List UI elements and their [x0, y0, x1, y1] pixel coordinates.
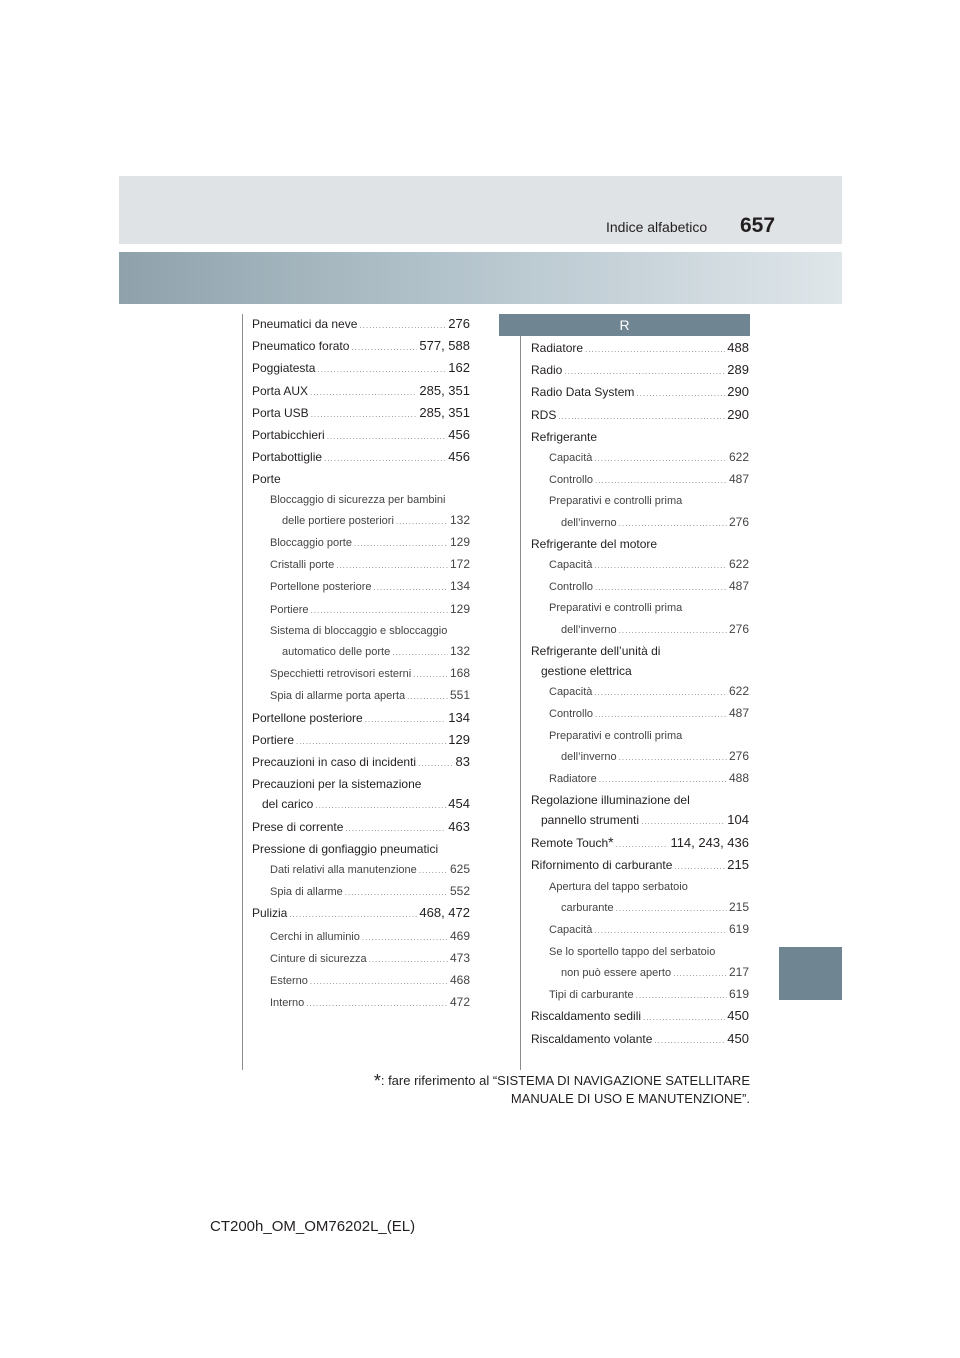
index-entry-text: Portellone posteriore — [270, 581, 372, 594]
dot-leader — [585, 340, 725, 360]
index-entry-text: Sistema di bloccaggio e sbloccaggio — [270, 624, 448, 637]
index-entry-text: carburante — [561, 902, 614, 915]
dot-leader — [396, 512, 448, 532]
index-entry-text: Porta USB — [252, 405, 309, 420]
column-divider-middle — [520, 314, 521, 1070]
index-entry-page: 625 — [449, 862, 470, 877]
index-entry — [531, 641, 749, 661]
index-entry — [252, 992, 470, 1014]
index-entry — [531, 382, 749, 404]
index-entry — [531, 984, 749, 1006]
index-entry-text: Spia di allarme — [270, 886, 343, 899]
column-divider-left — [242, 314, 243, 1070]
index-entry-text: Se lo sportello tappo del serbatoio — [549, 945, 716, 958]
index-entry-page: 134 — [449, 579, 470, 594]
index-entry-text: Interno — [270, 997, 305, 1010]
index-entry: Remote Touch * ..... 114, 243, 436 — [531, 833, 749, 855]
dot-leader — [315, 796, 446, 816]
index-entry-page: 619 — [728, 922, 749, 937]
index-entry-page: 450 — [727, 1008, 749, 1024]
index-entry-text: gestione elettrica — [541, 664, 632, 679]
index-entry-page: 104 — [727, 812, 749, 828]
index-entry-page: 487 — [728, 706, 749, 721]
index-entry — [252, 576, 470, 598]
dot-leader — [654, 1031, 725, 1051]
index-entry — [531, 810, 749, 832]
header-background — [119, 176, 842, 244]
index-entry-text: Precauzioni per la sistemazione — [252, 777, 422, 792]
dot-leader — [407, 687, 448, 707]
index-entry-text: Portiere — [252, 732, 295, 747]
index-entry-text: Portellone posteriore — [252, 710, 363, 725]
index-entry-text: Remote Touch — [531, 835, 609, 850]
index-entry — [531, 726, 749, 746]
index-entry-text: Radio Data System — [531, 385, 635, 400]
index-entry — [252, 970, 470, 992]
dot-leader — [306, 994, 448, 1014]
index-entry-page: 468, 472 — [419, 905, 470, 921]
index-entry-text: Esterno — [270, 975, 308, 988]
dot-leader — [595, 578, 727, 598]
index-entry-page: 132 — [449, 512, 470, 527]
index-entry-text: pannello strumenti — [541, 813, 640, 828]
index-entry — [252, 425, 470, 447]
index-entry-text: Refrigerante dell’unità di — [531, 643, 661, 658]
document-code: CT200h_OM_OM76202L_(EL) — [210, 1218, 416, 1235]
index-entry — [531, 576, 749, 598]
index-entry-page: 168 — [449, 666, 470, 681]
dot-leader — [289, 905, 417, 925]
index-entry — [252, 599, 470, 621]
index-entry — [531, 338, 749, 360]
index-entry-text: Poggiatesta — [252, 361, 316, 376]
index-entry-page: 289 — [727, 362, 749, 378]
dot-leader — [595, 705, 727, 725]
dot-leader — [345, 819, 446, 839]
index-entry — [531, 661, 749, 681]
index-entry-text: Preparativi e controlli prima — [549, 495, 683, 508]
index-entry-text: Capacità — [549, 452, 593, 465]
dot-leader — [673, 964, 727, 984]
dot-leader — [310, 383, 417, 403]
dot-leader — [365, 710, 447, 730]
index-entry — [531, 942, 749, 962]
index-entry-page: 487 — [728, 579, 749, 594]
index-entry — [531, 360, 749, 382]
index-entry — [252, 817, 470, 839]
index-entry — [531, 919, 749, 941]
index-entry-text: Controllo — [549, 581, 594, 594]
dot-leader — [595, 471, 727, 491]
index-entry-page: 114, 243, 436 — [670, 834, 749, 850]
dot-leader — [311, 601, 448, 621]
index-entry — [252, 752, 470, 774]
index-entry — [252, 532, 470, 554]
index-entry-text: Cerchi in alluminio — [270, 930, 360, 943]
index-entry-page: 215 — [727, 856, 749, 872]
dot-leader — [336, 556, 448, 576]
index-entry-text: Portabicchieri — [252, 428, 325, 443]
dot-leader — [324, 449, 446, 469]
index-entry-page: 215 — [728, 900, 749, 915]
dot-leader — [311, 405, 418, 425]
index-entry-text: Capacità — [549, 686, 593, 699]
index-entry-text: Tipi di carburante — [549, 989, 634, 1002]
index-entry-text: Pressione di gonfiaggio pneumatici — [252, 841, 439, 856]
dot-leader — [674, 857, 725, 877]
dot-leader — [351, 338, 417, 358]
index-entry-text: dell’inverno — [561, 623, 617, 636]
index-entry-page: 619 — [728, 987, 749, 1002]
index-entry-page: 276 — [728, 621, 749, 636]
index-entry-page: 217 — [728, 964, 749, 979]
index-entry — [252, 490, 470, 510]
dot-leader — [619, 748, 727, 768]
index-entry — [252, 554, 470, 576]
index-entry-text: Pulizia — [252, 906, 288, 921]
index-entry — [252, 730, 470, 752]
index-entry-text: Pneumatici da neve — [252, 317, 358, 331]
index-entry-text: Pneumatico forato — [252, 339, 350, 354]
index-entry-page: 129 — [449, 535, 470, 550]
index-entry-text: Portiere — [270, 603, 309, 616]
dot-leader — [616, 835, 669, 855]
index-entry-text: non può essere aperto — [561, 966, 672, 979]
index-entry-text: Specchietti retrovisori esterni — [270, 668, 412, 681]
index-entry — [252, 926, 470, 948]
index-entry — [531, 703, 749, 725]
dot-leader — [317, 360, 446, 380]
index-entry — [252, 708, 470, 730]
index-entry-text: Bloccaggio porte — [270, 537, 352, 550]
dot-leader — [362, 928, 448, 948]
index-entry-page: 276 — [728, 514, 749, 529]
index-entry-text: Porte — [252, 472, 281, 487]
index-entry-text: automatico delle porte — [282, 646, 391, 659]
dot-leader — [310, 972, 448, 992]
header-gradient-band — [119, 252, 842, 304]
index-column-right — [531, 338, 749, 1051]
dot-leader — [296, 732, 446, 752]
dot-leader — [354, 534, 448, 554]
index-entry — [531, 469, 749, 491]
index-entry — [252, 794, 470, 816]
index-entry — [252, 881, 470, 903]
index-entry-text: dell’inverno — [561, 750, 617, 763]
dot-leader — [636, 384, 725, 404]
index-entry-text: Regolazione illuminazione del — [531, 793, 690, 808]
index-entry-page: 276 — [728, 748, 749, 763]
index-entry — [252, 403, 470, 425]
index-entry-text: RDS — [531, 407, 557, 422]
dot-leader — [616, 899, 727, 919]
index-entry — [531, 768, 749, 790]
index-entry-page: 469 — [449, 928, 470, 943]
index-entry — [531, 855, 749, 877]
chapter-thumb-tab — [779, 947, 842, 1000]
index-entry — [531, 405, 749, 427]
index-entry — [252, 469, 470, 489]
index-entry — [531, 491, 749, 511]
index-entry-page: 622 — [728, 684, 749, 699]
index-entry-text: Radiatore — [549, 773, 597, 786]
section-title: Indice alfabetico — [606, 219, 708, 235]
index-entry-text: Precauzioni in caso di incidenti — [252, 755, 417, 770]
index-entry-page: 172 — [449, 557, 470, 572]
footnote-star: * — [373, 1071, 381, 1091]
index-entry-page: 132 — [449, 644, 470, 659]
index-entry-text: Riscaldamento sedili — [531, 1009, 642, 1024]
index-entry — [531, 877, 749, 897]
index-entry-text: Portabottiglie — [252, 450, 323, 465]
index-entry-text: Refrigerante — [531, 429, 598, 444]
index-entry — [252, 774, 470, 794]
index-entry-page: 577, 588 — [419, 338, 470, 354]
index-entry — [531, 962, 749, 984]
index-entry — [252, 859, 470, 881]
index-entry-page: 134 — [448, 709, 470, 725]
index-entry — [531, 554, 749, 576]
index-entry — [252, 358, 470, 380]
footnote-line-1: : fare riferimento al “SISTEMA DI NAVIGAZIONE SATELLITARE — [380, 1073, 750, 1088]
index-entry-page: 456 — [448, 427, 470, 443]
index-entry — [531, 790, 749, 810]
index-entry — [252, 510, 470, 532]
index-entry-text: Dati relativi alla manutenzione — [270, 864, 417, 877]
index-entry — [531, 1006, 749, 1028]
index-entry — [531, 598, 749, 618]
index-entry-page: 129 — [448, 731, 470, 747]
index-entry-page: 285, 351 — [419, 382, 470, 398]
dot-leader — [369, 950, 448, 970]
index-entry-text: Porta AUX — [252, 383, 309, 398]
index-entry — [252, 663, 470, 685]
footnote-line-2: MANUALE DI USO E MANUTENZIONE”. — [510, 1091, 750, 1106]
index-entry-page: 552 — [449, 884, 470, 899]
letter-header-r: R — [499, 314, 750, 336]
index-entry — [531, 746, 749, 768]
index-entry-page: 456 — [448, 449, 470, 465]
index-entry — [531, 897, 749, 919]
index-entry-page: 290 — [727, 406, 749, 422]
dot-leader — [359, 316, 446, 336]
dot-leader — [643, 1008, 725, 1028]
index-entry-text: Capacità — [549, 559, 593, 572]
dot-leader — [374, 578, 448, 598]
index-entry-page: 129 — [449, 601, 470, 616]
dot-leader — [594, 683, 727, 703]
index-entry — [531, 681, 749, 703]
index-entry-text: del carico — [262, 797, 314, 812]
index-entry — [252, 685, 470, 707]
dot-leader — [619, 514, 727, 534]
dot-leader — [392, 643, 448, 663]
index-entry — [252, 336, 470, 358]
index-entry — [252, 903, 470, 925]
index-entry — [252, 381, 470, 403]
index-entry-page: 454 — [448, 796, 470, 812]
dot-leader — [413, 665, 448, 685]
index-entry-page: 487 — [728, 472, 749, 487]
index-entry — [252, 839, 470, 859]
index-entry-text: Bloccaggio di sicurezza per bambini — [270, 493, 446, 506]
dot-leader — [619, 621, 727, 641]
index-entry-page: 622 — [728, 450, 749, 465]
index-entry-text: Radio — [531, 363, 563, 378]
index-entry-page: 468 — [449, 973, 470, 988]
index-entry-page: 276 — [448, 316, 470, 331]
dot-leader — [564, 362, 725, 382]
dot-leader — [327, 427, 447, 447]
index-entry — [531, 534, 749, 554]
page-number: 657 — [740, 214, 776, 237]
index-entry — [252, 314, 470, 336]
index-entry — [252, 641, 470, 663]
index-entry — [531, 619, 749, 641]
index-entry-text: delle portiere posteriori — [282, 514, 394, 527]
index-entry-text: Radiatore — [531, 341, 584, 355]
dot-leader — [594, 556, 727, 576]
index-entry — [531, 447, 749, 469]
index-entry-text: Spia di allarme porta aperta — [270, 690, 406, 703]
index-entry-text: Controllo — [549, 708, 594, 721]
index-entry-text: Cristalli porte — [270, 559, 335, 572]
index-entry — [531, 1029, 749, 1051]
dot-leader — [419, 861, 448, 881]
index-entry-page: 83 — [455, 754, 470, 770]
index-entry-text: Preparativi e controlli prima — [549, 729, 683, 742]
index-entry-page: 450 — [727, 1030, 749, 1046]
index-entry — [531, 512, 749, 534]
dot-leader — [594, 449, 727, 469]
index-entry-page: 622 — [728, 557, 749, 572]
index-entry-page: 290 — [727, 384, 749, 400]
index-entry — [252, 447, 470, 469]
index-entry-page: 463 — [448, 818, 470, 834]
index-entry-text: dell’inverno — [561, 516, 617, 529]
index-entry-text: Refrigerante del motore — [531, 536, 658, 551]
index-column-left — [252, 314, 470, 1015]
index-entry-page: 162 — [448, 360, 470, 376]
index-entry-page: 285, 351 — [419, 404, 470, 420]
index-entry-text: Preparativi e controlli prima — [549, 602, 683, 615]
dot-leader — [599, 770, 727, 790]
index-entry — [252, 948, 470, 970]
index-entry-text: Cinture di sicurezza — [270, 952, 367, 965]
index-entry-page: 551 — [449, 688, 470, 703]
index-entry-text: Capacità — [549, 924, 593, 937]
index-entry-text: Controllo — [549, 474, 594, 487]
index-entry — [252, 621, 470, 641]
dot-leader — [641, 812, 725, 832]
dot-leader — [418, 754, 453, 774]
index-entry-text: Prese di corrente — [252, 819, 344, 834]
dot-leader — [345, 883, 448, 903]
index-entry-text: Apertura del tappo serbatoio — [549, 881, 688, 894]
index-entry-text: Riscaldamento volante — [531, 1031, 653, 1046]
index-entry-text: Rifornimento di carburante — [531, 857, 673, 872]
index-entry — [531, 427, 749, 447]
index-entry-page: 472 — [449, 995, 470, 1010]
footnote — [360, 1072, 750, 1108]
dot-leader — [594, 921, 727, 941]
index-entry-page: 488 — [727, 340, 749, 355]
index-entry-page: 473 — [449, 950, 470, 965]
index-entry-page: 488 — [728, 771, 749, 786]
dot-leader — [558, 407, 725, 427]
dot-leader — [636, 986, 727, 1006]
